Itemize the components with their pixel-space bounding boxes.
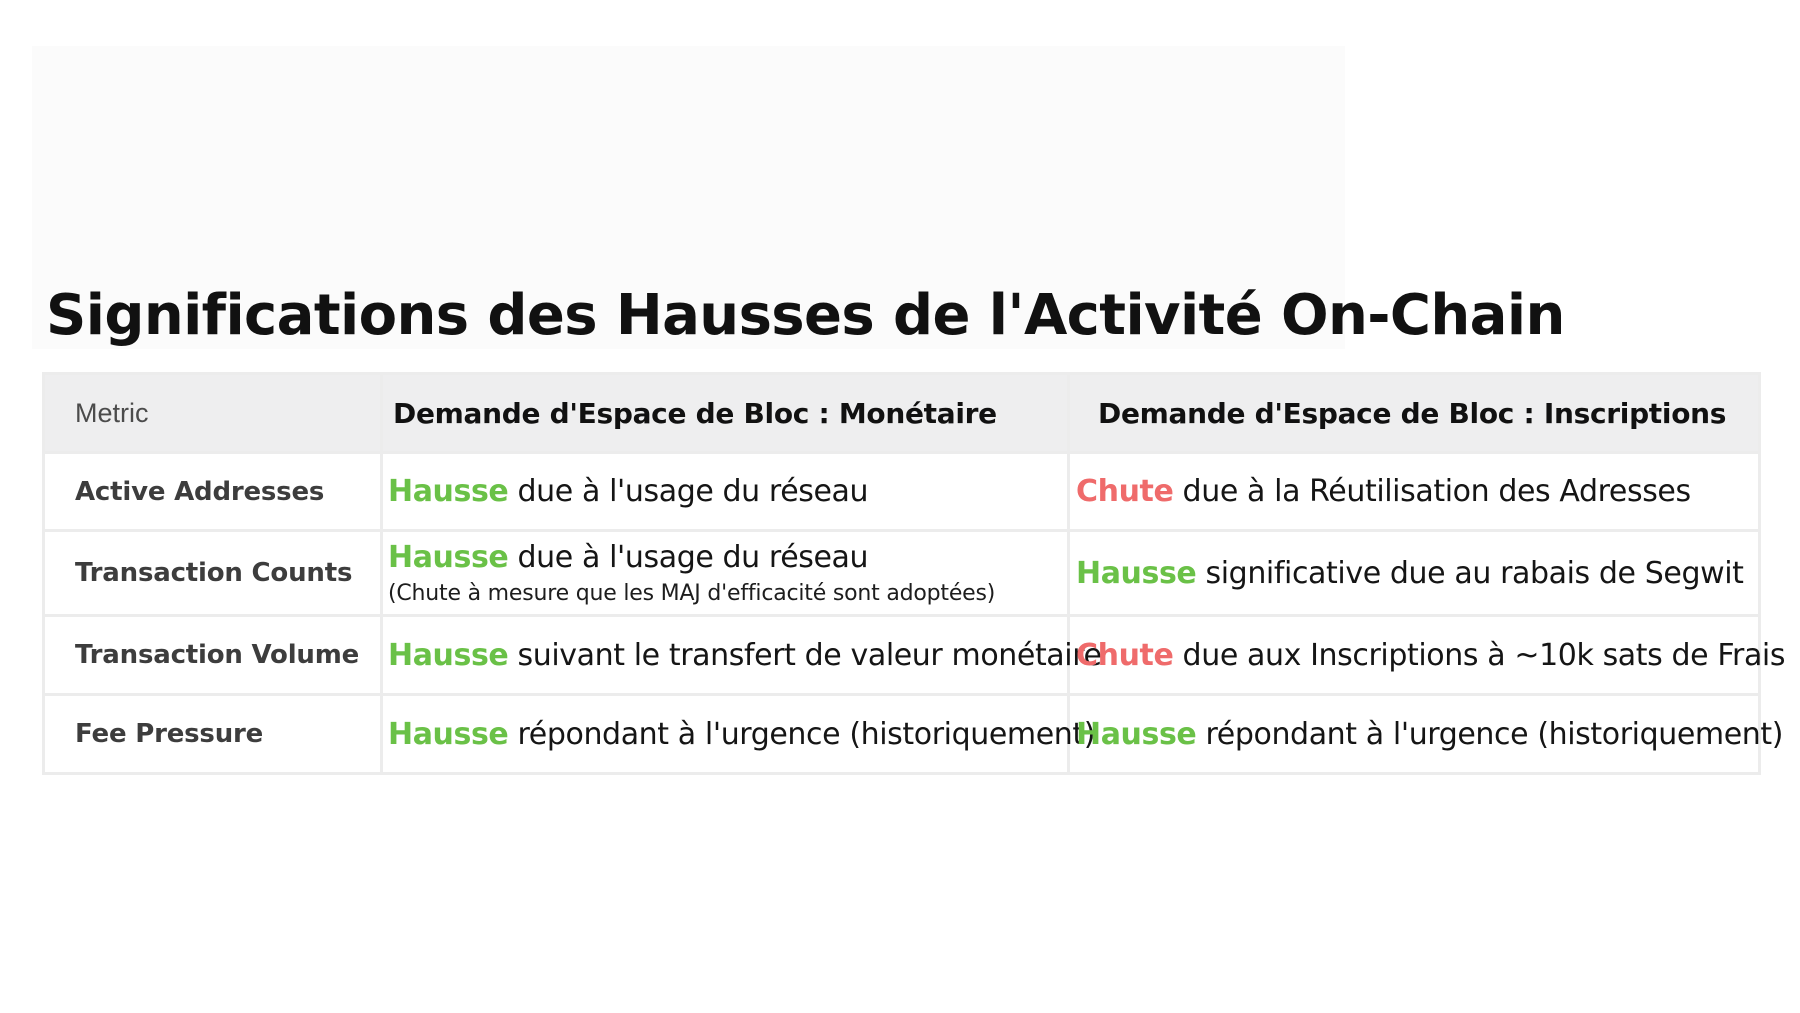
- table-row: [44, 531, 1760, 616]
- trend-keyword: Hausse: [388, 716, 509, 752]
- inscriptions-cell: [1069, 453, 1760, 531]
- trend-keyword: Chute: [1076, 637, 1174, 673]
- metric-label: Fee Pressure: [44, 695, 382, 774]
- metric-label: Transaction Volume: [44, 616, 382, 695]
- trend-description: due aux Inscriptions à ~10k sats de Frais: [1173, 637, 1786, 673]
- metrics-table: [42, 372, 1786, 775]
- trend-keyword: Hausse: [1076, 555, 1197, 591]
- monetary-cell: [382, 695, 1096, 774]
- trend-keyword: Hausse: [388, 474, 509, 509]
- inscriptions-cell: [1069, 616, 1786, 695]
- trend-description: due à l'usage du réseau: [508, 474, 869, 509]
- monetary-cell: [382, 453, 1069, 531]
- trend-keyword: Hausse: [388, 637, 509, 673]
- header-monetary: Demande d'Espace de Bloc : Monétaire: [382, 374, 1069, 453]
- trend-description: répondant à l'urgence (historiquement): [1196, 716, 1784, 752]
- table-header-row: [44, 374, 1760, 453]
- cell-note: (Chute à mesure que les MAJ d'efficacité sont adoptées): [388, 581, 996, 606]
- trend-keyword: Chute: [1076, 474, 1174, 509]
- metric-label: Active Addresses: [44, 453, 382, 531]
- header-metric: Metric: [44, 374, 382, 453]
- trend-description: répondant à l'urgence (historiquement): [508, 716, 1096, 752]
- inscriptions-cell: [1069, 531, 1760, 616]
- metric-label: Transaction Counts: [44, 531, 382, 616]
- inscriptions-cell: [1069, 695, 1784, 774]
- trend-keyword: Hausse: [1076, 716, 1197, 752]
- trend-description: due à l'usage du réseau: [508, 540, 869, 575]
- header-inscriptions: Demande d'Espace de Bloc : Inscriptions: [1069, 374, 1760, 453]
- trend-description: due à la Réutilisation des Adresses: [1173, 474, 1691, 509]
- monetary-cell: [382, 531, 1069, 616]
- trend-keyword: Hausse: [388, 540, 509, 575]
- trend-description: significative due au rabais de Segwit: [1196, 555, 1744, 591]
- table-row: [44, 453, 1760, 531]
- table-row: [44, 695, 1760, 774]
- page-title: Significations des Hausses de l'Activité On-Chain: [46, 283, 1565, 348]
- trend-description: suivant le transfert de valeur monétaire: [508, 637, 1102, 673]
- table-row: [44, 616, 1760, 695]
- monetary-cell: [382, 616, 1102, 695]
